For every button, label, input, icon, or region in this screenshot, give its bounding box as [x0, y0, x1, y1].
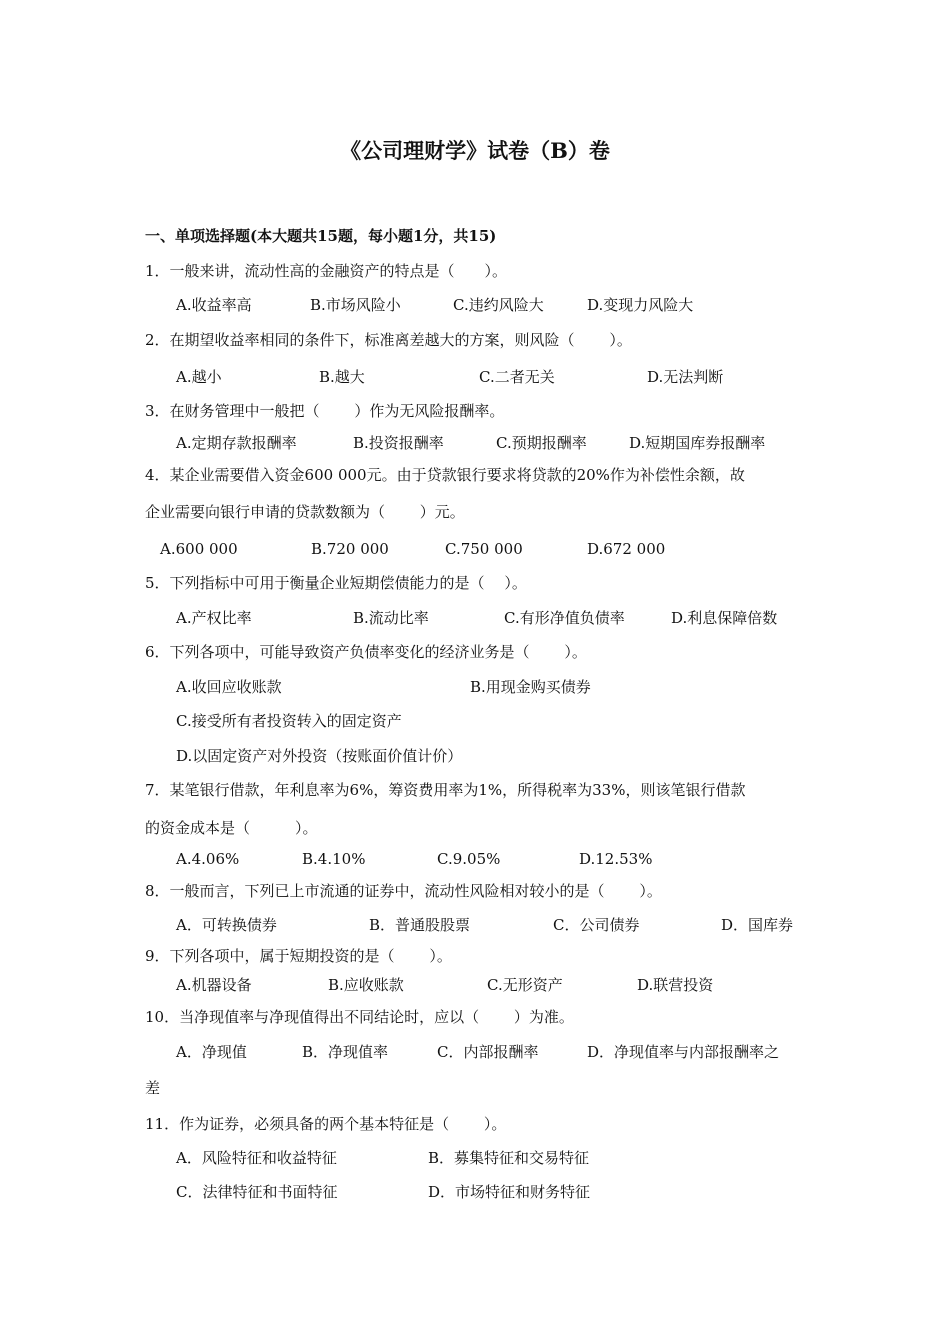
question-1-option-c: C.违约风险大: [453, 296, 544, 314]
question-4-stem-line1: 4．某企业需要借入资金600 000元。由于贷款银行要求将贷款的20%作为补偿性余额，故: [145, 466, 745, 484]
question-9-option-b: B.应收账款: [328, 976, 404, 994]
question-9-stem: 9．下列各项中，属于短期投资的是（ ）。: [145, 947, 452, 965]
question-3-option-c: C.预期报酬率: [496, 434, 587, 452]
question-3-option-a: A.定期存款报酬率: [176, 434, 297, 452]
question-8-option-a: A．可转换债券: [176, 916, 277, 934]
question-9-option-d: D.联营投资: [637, 976, 714, 994]
question-9-option-c: C.无形资产: [487, 976, 563, 994]
question-4-option-d: D.672 000: [587, 540, 666, 558]
question-10-option-c: C．内部报酬率: [437, 1043, 539, 1061]
question-10-option-b: B．净现值率: [302, 1043, 389, 1061]
question-1-option-d: D.变现力风险大: [587, 296, 694, 314]
question-6-option-b: B.用现金购买债券: [470, 678, 591, 696]
question-11-stem: 11．作为证券，必须具备的两个基本特征是（ ）。: [145, 1115, 507, 1133]
question-8-option-b: B．普通股股票: [369, 916, 471, 934]
question-1-stem: 1．一般来讲，流动性高的金融资产的特点是（ ）。: [145, 262, 508, 280]
question-8-option-d: D．国库券: [721, 916, 794, 934]
question-5-option-d: D.利息保障倍数: [671, 609, 778, 627]
question-2-option-a: A.越小: [176, 368, 222, 386]
question-10-option-a: A．净现值: [176, 1043, 247, 1061]
question-6-option-c: C.接受所有者投资转入的固定资产: [176, 712, 402, 730]
question-5-option-a: A.产权比率: [176, 609, 252, 627]
question-8-stem: 8．一般而言，下列已上市流通的证券中，流动性风险相对较小的是（ ）。: [145, 882, 662, 900]
question-11-option-a: A．风险特征和收益特征: [176, 1149, 337, 1167]
question-2-option-b: B.越大: [319, 368, 365, 386]
question-2-option-c: C.二者无关: [479, 368, 555, 386]
question-11-option-b: B．募集特征和交易特征: [428, 1149, 590, 1167]
question-10-stem: 10．当净现值率与净现值得出不同结论时，应以（ ）为准。: [145, 1008, 574, 1026]
question-10-option-d-continued: 差: [145, 1079, 161, 1097]
exam-title: 《公司理财学》试卷（B）卷: [340, 138, 610, 163]
question-5-stem: 5．下列指标中可用于衡量企业短期偿债能力的是（ ）。: [145, 574, 527, 592]
question-4-option-c: C.750 000: [445, 540, 523, 558]
question-4-option-a: A.600 000: [160, 540, 238, 558]
question-8-option-c: C．公司债券: [553, 916, 640, 934]
question-7-option-c: C.9.05%: [437, 850, 501, 868]
question-9-option-a: A.机器设备: [176, 976, 252, 994]
question-7-option-d: D.12.53%: [579, 850, 653, 868]
question-4-stem-line2: 企业需要向银行申请的贷款数额为（ ）元。: [145, 503, 465, 521]
question-1-option-b: B.市场风险小: [310, 296, 401, 314]
question-11-option-c: C．法律特征和书面特征: [176, 1183, 338, 1201]
question-6-stem: 6．下列各项中，可能导致资产负债率变化的经济业务是（ ）。: [145, 643, 587, 661]
question-4-option-b: B.720 000: [311, 540, 389, 558]
question-5-option-b: B.流动比率: [353, 609, 429, 627]
question-7-option-b: B.4.10%: [302, 850, 366, 868]
question-3-option-d: D.短期国库券报酬率: [629, 434, 766, 452]
question-3-option-b: B.投资报酬率: [353, 434, 444, 452]
question-6-option-d: D.以固定资产对外投资（按账面价值计价）: [176, 747, 463, 765]
question-2-option-d: D.无法判断: [647, 368, 724, 386]
question-7-stem-line2: 的资金成本是（ ）。: [145, 819, 318, 837]
question-5-option-c: C.有形净值负债率: [504, 609, 625, 627]
question-2-stem: 2．在期望收益率相同的条件下，标准离差越大的方案，则风险（ ）。: [145, 331, 632, 349]
question-11-option-d: D．市场特征和财务特征: [428, 1183, 591, 1201]
question-3-stem: 3．在财务管理中一般把（ ）作为无风险报酬率。: [145, 402, 505, 420]
question-7-stem-line1: 7．某笔银行借款，年利息率为6%，筹资费用率为1%，所得税率为33%，则该笔银行借款: [145, 781, 746, 799]
question-10-option-d: D．净现值率与内部报酬率之: [587, 1043, 780, 1061]
question-7-option-a: A.4.06%: [176, 850, 240, 868]
section-heading: 一、单项选择题(本大题共15题，每小题1分，共15): [145, 227, 497, 245]
question-1-option-a: A.收益率高: [176, 296, 252, 314]
question-6-option-a: A.收回应收账款: [176, 678, 282, 696]
